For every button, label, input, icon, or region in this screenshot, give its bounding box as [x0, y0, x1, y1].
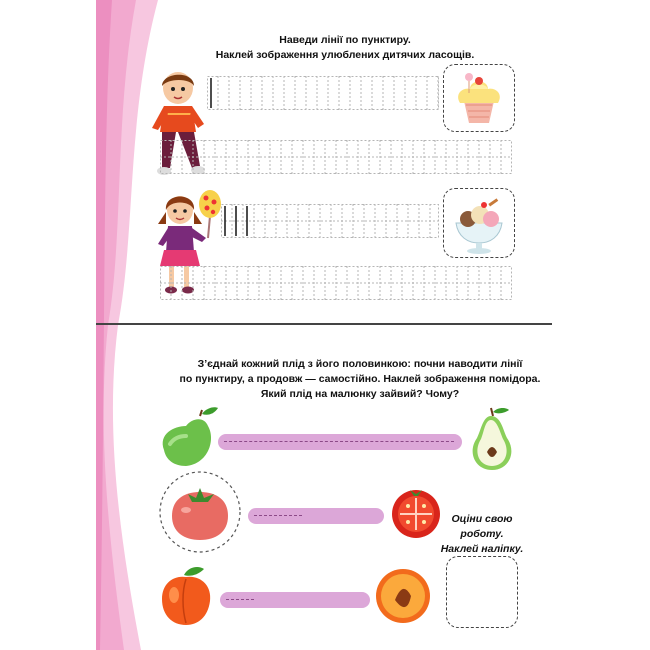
self-check-line2: роботу.	[460, 528, 504, 540]
cupcake-icon	[444, 65, 514, 131]
task2-instructions	[160, 357, 560, 402]
ice-cream-icon	[444, 189, 514, 257]
task1-line1: Наведи лінії по пунктиру.	[279, 34, 411, 46]
pear-half-icon	[463, 406, 521, 472]
self-check-line3: Наклей наліпку.	[440, 543, 524, 555]
connect-bar-peach[interactable]	[220, 592, 370, 608]
tracing-grid-row2-top	[221, 204, 439, 238]
task2-line1: З’єднай кожний плід з його половинкою: почни наводити лінії	[197, 358, 523, 370]
task2-line3: Який плід на малюнку зайвий? Чому?	[260, 388, 460, 400]
connect-bar-tomato[interactable]	[248, 508, 384, 524]
peach-half-icon	[373, 566, 433, 626]
connect-bar-pear[interactable]	[218, 434, 462, 450]
self-check-note	[440, 512, 524, 557]
tracing-dashes	[254, 515, 302, 516]
cupcake-sticker-box	[443, 64, 515, 132]
self-check-line1: Оціни свою	[451, 513, 513, 525]
tracing-grid-row2-bottom	[160, 266, 512, 300]
ice-cream-sticker-box	[443, 188, 515, 258]
task1-instructions	[170, 33, 520, 63]
pear-icon	[156, 404, 222, 470]
tracing-grid-row1-bottom	[160, 140, 512, 174]
tomato-half-icon	[388, 484, 444, 540]
section-divider	[96, 323, 552, 325]
tracing-dashes	[226, 599, 254, 600]
tracing-grid-row1-top	[207, 76, 439, 110]
self-check-sticker-box	[446, 556, 518, 628]
tomato-sticker-circle	[158, 470, 242, 554]
peach-icon	[156, 565, 216, 627]
task1-line2: Наклей зображення улюблених дитячих ласощів.	[215, 49, 475, 61]
tomato-icon	[172, 488, 228, 540]
task2-line2: по пунктиру, а продовж — самостійно. Наклей зображення помідора.	[179, 373, 541, 385]
tracing-dashes	[224, 441, 454, 442]
